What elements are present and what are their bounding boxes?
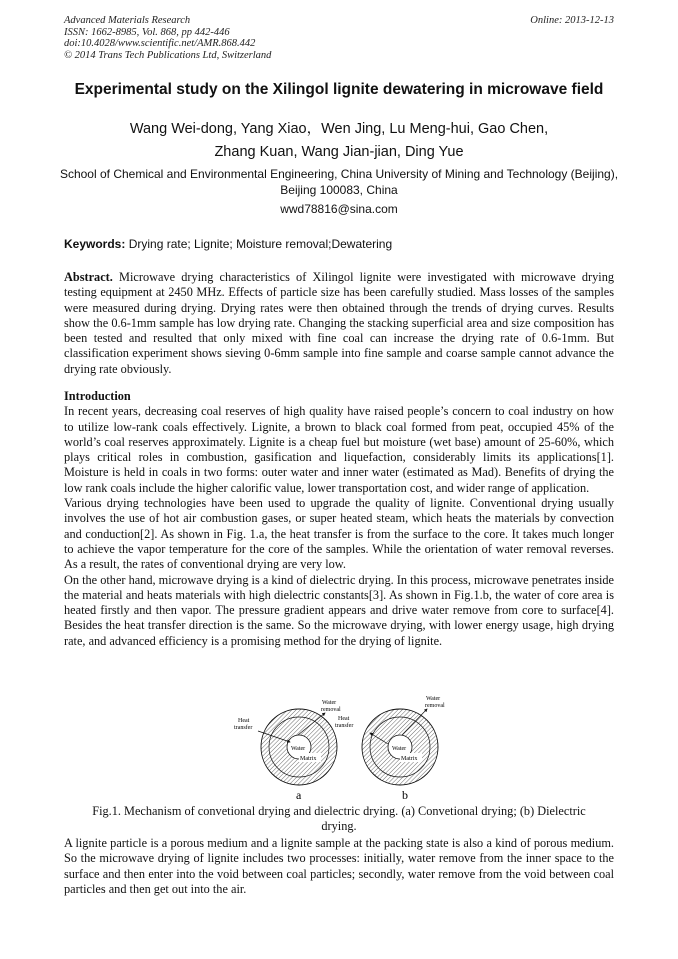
- journal-header: [64, 15, 271, 61]
- matrix-label-a: Matrix: [300, 756, 317, 762]
- introduction-section: [64, 389, 614, 649]
- figure-label-b: b: [402, 788, 408, 802]
- introduction-heading: Introduction: [64, 389, 131, 403]
- copyright-line: © 2014 Trans Tech Publications Ltd, Switzerland: [64, 49, 272, 61]
- water-removal-label-a-2: removal: [321, 707, 341, 713]
- authors-line-2: Zhang Kuan, Wang Jian-jian, Ding Yue: [214, 144, 464, 160]
- author-email[interactable]: wwd78816@sina.com: [280, 202, 398, 216]
- water-removal-label-b-1: Water: [426, 696, 441, 702]
- post-figure-paragraph: A lignite particle is a porous medium and a lignite sample at the packing state is also a kind of porous medium. So the microwave drying of lignite includes two processes: initially, water remove from the inner space to the surface and then enter into the void between coal particles; secondly, water remove from the void between coal particles and then get out into the air.: [64, 836, 614, 896]
- keywords-label: Keywords:: [64, 237, 126, 251]
- water-removal-label-b-2: removal: [425, 703, 445, 709]
- doi-line: doi:10.4028/www.scientific.net/AMR.868.442: [64, 38, 256, 49]
- issn-line: ISSN: 1662-8985, Vol. 868, pp 442-446: [64, 26, 230, 38]
- figure-caption: Fig.1. Mechanism of convetional drying and dielectric drying. (a) Convetional drying; (b) Dielectric drying.: [92, 804, 586, 834]
- paper-title: Experimental study on the Xilingol lignite dewatering in microwave field: [74, 81, 604, 98]
- intro-paragraph-3: On the other hand, microwave drying is a kind of dielectric drying. In this process, microwave penetrates inside the material and heats materials with high dielectric constants[3]. As shown in Fig.1.b, the water of core area is heated firstly and then vapor. The pressure gradient appears and drive water remove from core to surface[4]. Besides the heat transfer direction is the same. So the microwave drying, with lower energy usage, high drying rate, and advanced efficiency is a promising method for the drying of lignite.: [64, 572, 614, 648]
- online-date: Online: 2013-12-13: [530, 15, 614, 26]
- heat-transfer-label-a-1: Heat: [238, 718, 250, 724]
- affiliation: School of Chemical and Environmental Engineering, China University of Mining and Technology (Beijing), Beijing 100083, China: [59, 167, 619, 197]
- water-label-b: Water: [392, 746, 407, 752]
- heat-transfer-label-b-1: Heat: [338, 716, 350, 722]
- abstract: [64, 270, 614, 377]
- matrix-label-b: Matrix: [401, 756, 418, 762]
- keywords-text: Drying rate; Lignite; Moisture removal;Dewatering: [125, 237, 393, 251]
- drying-mechanism-figure: [230, 695, 460, 805]
- diagram-a: [234, 700, 341, 802]
- authors-line-1: Wang Wei-dong, Yang Xiao，Wen Jing, Lu Meng-hui, Gao Chen,: [129, 121, 549, 137]
- author-list: [40, 118, 638, 164]
- diagram-b: [335, 696, 445, 802]
- intro-paragraph-2: Various drying technologies have been used to upgrade the quality of lignite. Conventional drying usually involves the use of hot air combustion gases, or super heated steam, which heats the materials by convection and conduction[2]. As shown in Fig. 1.a, the heat transfer is from the surface to the core. It takes much longer to achieve the vapor temperature for the core of the samples. While the orientation of water removal reverses. As a result, the rates of conventional drying are very low.: [64, 496, 614, 572]
- keywords: [64, 237, 392, 251]
- water-label-a: Water: [291, 746, 306, 752]
- heat-transfer-label-a-2: transfer: [234, 725, 253, 731]
- heat-transfer-label-b-2: transfer: [335, 723, 354, 729]
- intro-paragraph-1: In recent years, decreasing coal reserves of high quality have raised people’s concern to coal industry on how to utilize low-rank coals effectively. Lignite, a brown to black coal formed from peat, occupied 45% of the world’s coal reserves approximately. Lignite is a cheap fuel but moisture (wet base) amount of 25-60%, which plays critical roles in combustion, gasification and liquefaction, considerably limits its applications[1]. Moisture is held in coals in two forms: outer water and inner water (estimated as Mad). Benefits of drying the low rank coals include the higher calorific value, lower transportation cost, and wider range of application.: [64, 404, 614, 495]
- abstract-label: Abstract.: [64, 270, 113, 284]
- abstract-text: Microwave drying characteristics of Xilingol lignite were investigated with microwave drying testing equipment at 2450 MHz. Effects of particle size has been carefully studied. Mass losses of the samples were measured during drying. Drying rates were then obtained through the trends of drying curves. Results show the 0.6-1mm sample has low drying rate. Changing the stacking superficial area and size composition has been tested and resulted that only mixed with fine coal can increase the drying rate of 0.6-1mm. But classification experiment shows sieving 0-6mm sample into fine sample and coarse sample cannot advance the drying rate obviously.: [64, 270, 614, 376]
- figure-label-a: a: [296, 788, 302, 802]
- journal-name: Advanced Materials Research: [64, 15, 191, 26]
- water-removal-label-a-1: Water: [322, 700, 337, 706]
